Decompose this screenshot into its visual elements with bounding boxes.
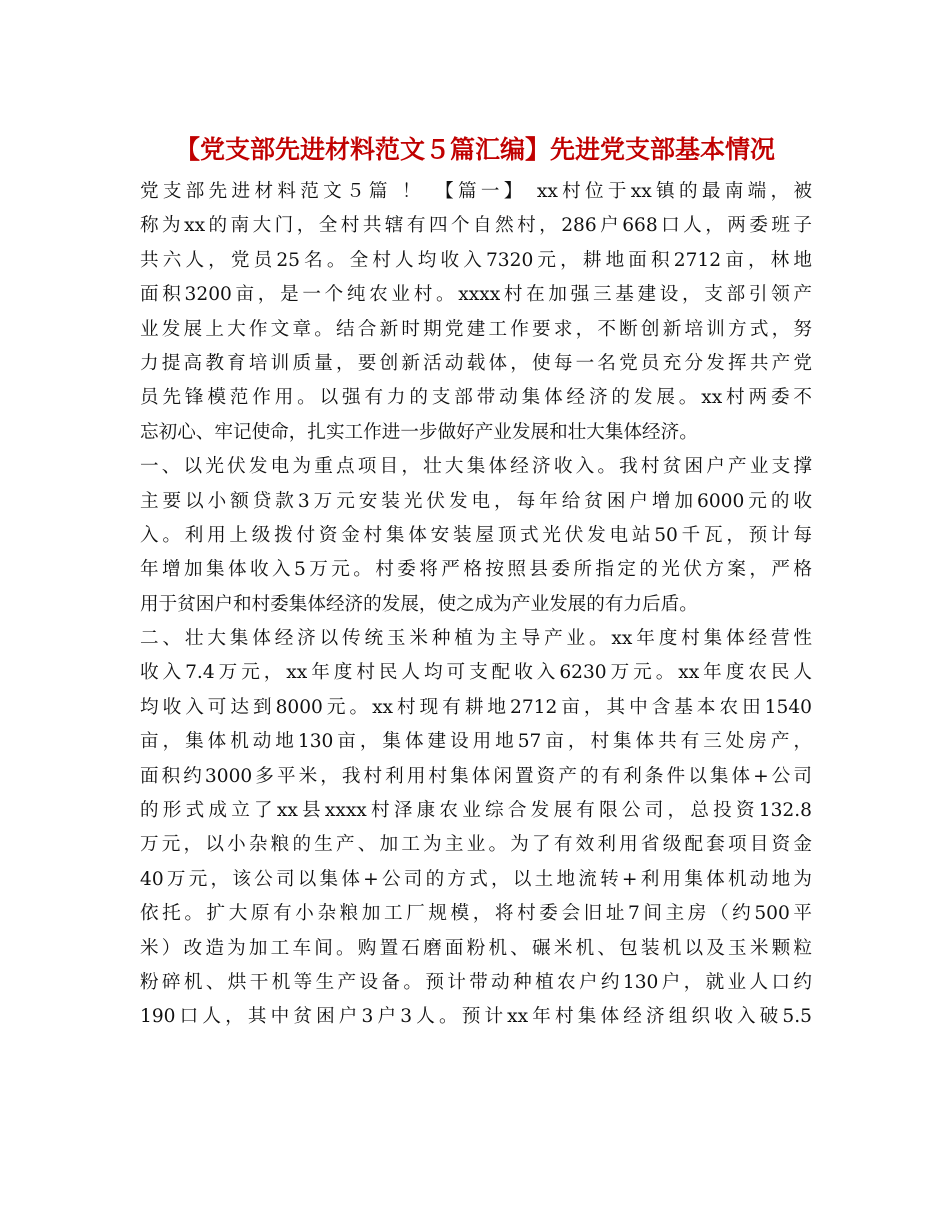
body-line: 业发展上大作文章。结合新时期党建工作要求，不断创新培训方式，努: [140, 318, 812, 340]
document-body: [140, 175, 812, 1035]
body-line: 40万元，该公司以集体+公司的方式，以土地流转+利用集体机动地为: [140, 868, 812, 890]
body-line: 的形式成立了xx县xxxx村泽康农业综合发展有限公司，总投资132.8: [140, 800, 812, 822]
body-line: 员先锋模范作用。以强有力的支部带动集体经济的发展。xx村两委不: [140, 387, 812, 409]
body-line: 粉碎机、烘干机等生产设备。预计带动种植农户约130户，就业人口约: [140, 971, 812, 993]
document-title: 【党支部先进材料范文５篇汇编】先进党支部基本情况: [174, 135, 775, 164]
body-line: 面积3200亩，是一个纯农业村。xxxx村在加强三基建设，支部引领产: [140, 284, 812, 306]
body-line: 称为xx的南大门，全村共辖有四个自然村，286户668口人，两委班子: [140, 215, 812, 237]
body-line: 力提高教育培训质量，要创新活动载体，使每一名党员充分发挥共产党: [140, 352, 812, 374]
body-line: 共六人，党员25名。全村人均收入7320元，耕地面积2712亩，林地: [140, 249, 812, 271]
body-line: 年增加集体收入5万元。村委将严格按照县委所指定的光伏方案，严格: [140, 559, 812, 581]
body-line: 二、壮大集体经济以传统玉米种植为主导产业。xx年度村集体经营性: [140, 628, 812, 650]
body-line: 主要以小额贷款3万元安装光伏发电，每年给贫困户增加6000元的收: [140, 490, 812, 512]
body-line: 用于贫困户和村委集体经济的发展，使之成为产业发展的有力后盾。: [140, 593, 698, 615]
body-line: 190口人，其中贫困户3户3人。预计xx年村集体经济组织收入破5.5: [140, 1006, 812, 1028]
body-line: 入。利用上级拨付资金村集体安装屋顶式光伏发电站50千瓦，预计每: [140, 524, 812, 546]
body-line: 忘初心、牢记使命，扎实工作进一步做好产业发展和壮大集体经济。: [140, 421, 698, 443]
body-line: 均收入可达到8000元。xx村现有耕地2712亩，其中含基本农田1540: [140, 696, 812, 718]
body-line: 亩，集体机动地130亩，集体建设用地57亩，村集体共有三处房产，: [140, 731, 812, 753]
body-line: 依托。扩大原有小杂粮加工厂规模，将村委会旧址7间主房（约500平: [140, 903, 812, 925]
body-line: 收入7.4万元，xx年度村民人均可支配收入6230万元。xx年度农民人: [140, 662, 812, 684]
body-line: 面积约3000多平米，我村利用村集体闲置资产的有利条件以集体+公司: [140, 765, 812, 787]
body-line: 万元，以小杂粮的生产、加工为主业。为了有效利用省级配套项目资金: [140, 834, 812, 856]
body-line: 党支部先进材料范文５篇 ！ 【篇一】 xx村位于xx镇的最南端，被: [140, 181, 812, 202]
body-line: 米）改造为加工车间。购置石磨面粉机、碾米机、包装机以及玉米颗粒: [140, 937, 812, 959]
body-line: 一、以光伏发电为重点项目，壮大集体经济收入。我村贫困户产业支撑: [140, 456, 812, 478]
